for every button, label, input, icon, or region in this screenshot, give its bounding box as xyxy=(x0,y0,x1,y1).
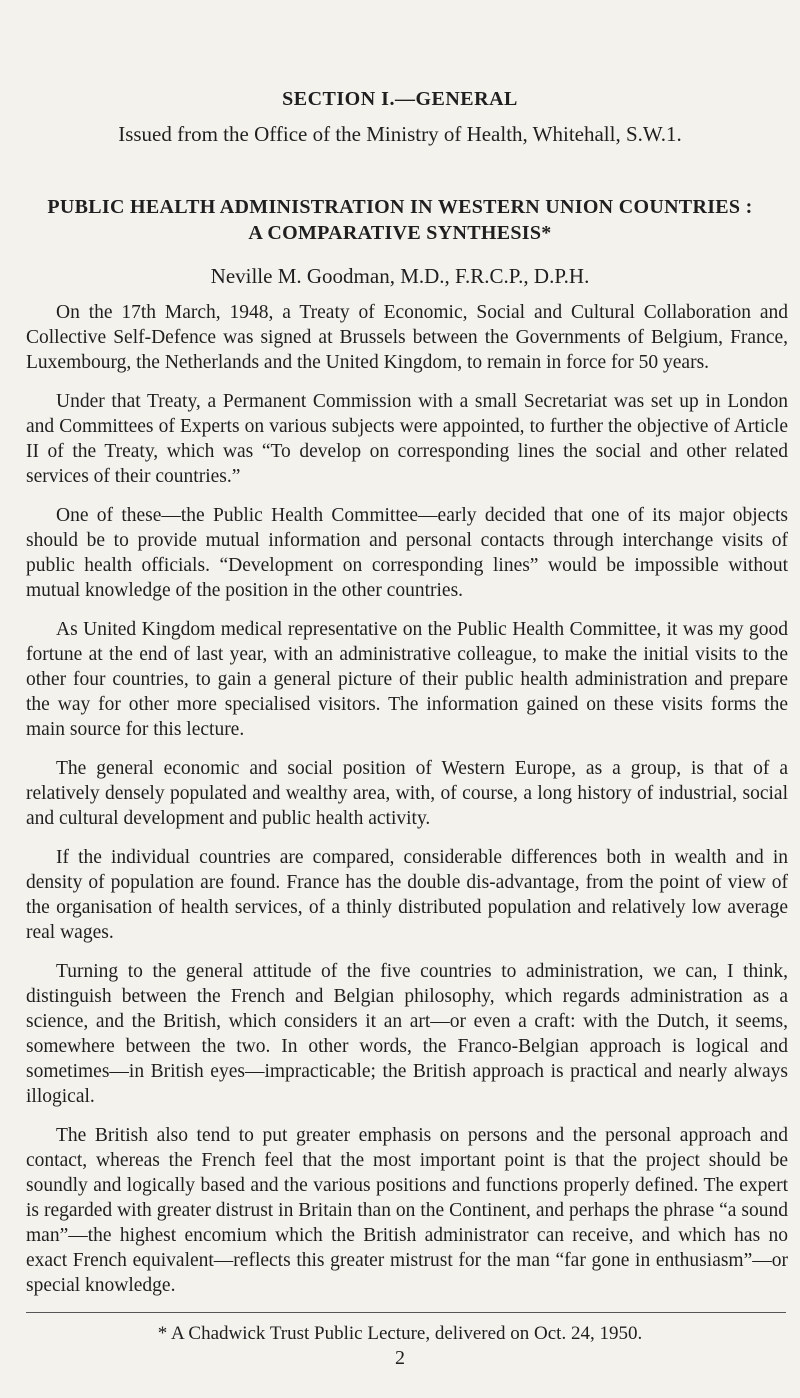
paragraph: One of these—the Public Health Committee—early decided that one of its major objects should be to provide mutual information and personal contacts through interchange visits of public health officials. “Development on corresponding lines” would be impossible without mutual knowledge of the position in the other countries. xyxy=(26,505,788,601)
paragraph: As United Kingdom medical representative on the Public Health Committee, it was my good fortune at the end of last year, with an administrative colleague, to make the initial visits to the other four countries, to gain a general picture of their public health administration and prepare the way for other more specialised visitors. The information gained on these visits forms the main source for this lecture. xyxy=(26,619,788,740)
paragraph: Turning to the general attitude of the five countries to administration, we can, I think, distinguish between the French and Belgian philosophy, which regards administration as a science, and the British, which considers it an art—or even a craft: with the Dutch, it seems, somewhere between the two. In other words, the Franco-Belgian approach is logical and sometimes—in British eyes—impracticable; the British approach is practical and nearly always illogical. xyxy=(26,961,788,1107)
page-number: 2 xyxy=(395,1347,405,1369)
footnote: * A Chadwick Trust Public Lecture, delivered on Oct. 24, 1950. xyxy=(157,1323,643,1344)
article-title: PUBLIC HEALTH ADMINISTRATION IN WESTERN UNION COUNTRIES : A COMPARATIVE SYNTHESIS* xyxy=(47,196,753,244)
section-heading: SECTION I.—GENERAL xyxy=(282,88,518,110)
footnote-divider xyxy=(26,1312,786,1313)
author-line: Neville M. Goodman, M.D., F.R.C.P., D.P.H. xyxy=(210,264,590,288)
paragraph: On the 17th March, 1948, a Treaty of Economic, Social and Cultural Collaboration and Collective Self-Defence was signed at Brussels between the Governments of Belgium, France, Luxembourg, the Netherlands and the United Kingdom, to remain in force for 50 years. xyxy=(26,302,788,373)
issued-line: Issued from the Office of the Ministry of Health, Whitehall, S.W.1. xyxy=(118,122,682,146)
paragraph: The British also tend to put greater emphasis on persons and the personal approach and contact, whereas the French feel that the most important point is that the project should be soundly and logically based and the various positions and functions properly defined. The expert is regarded with greater distrust in Britain than on the Continent, and perhaps the phrase “a sound man”—the highest encomium which the British administrator can receive, and which has no exact French equivalent—reflects this greater mistrust for the man “far gone in enthusiasm”—or special knowledge. xyxy=(26,1125,788,1296)
paragraph: The general economic and social position of Western Europe, as a group, is that of a relatively densely populated and wealthy area, with, of course, a long history of industrial, social and cultural development and public health activity. xyxy=(26,758,788,829)
article-body xyxy=(26,300,788,1312)
paragraph: Under that Treaty, a Permanent Commission with a small Secretariat was set up in London and Committees of Experts on various subjects were appointed, to further the objective of Article II of the Treaty, which was “To develop on corresponding lines the social and other related services of their countries.” xyxy=(26,391,788,487)
paragraph: If the individual countries are compared, considerable differences both in wealth and in density of population are found. France has the double dis-advantage, from the point of view of the organisation of health services, of a thinly distributed population and relatively low average real wages. xyxy=(26,847,788,943)
